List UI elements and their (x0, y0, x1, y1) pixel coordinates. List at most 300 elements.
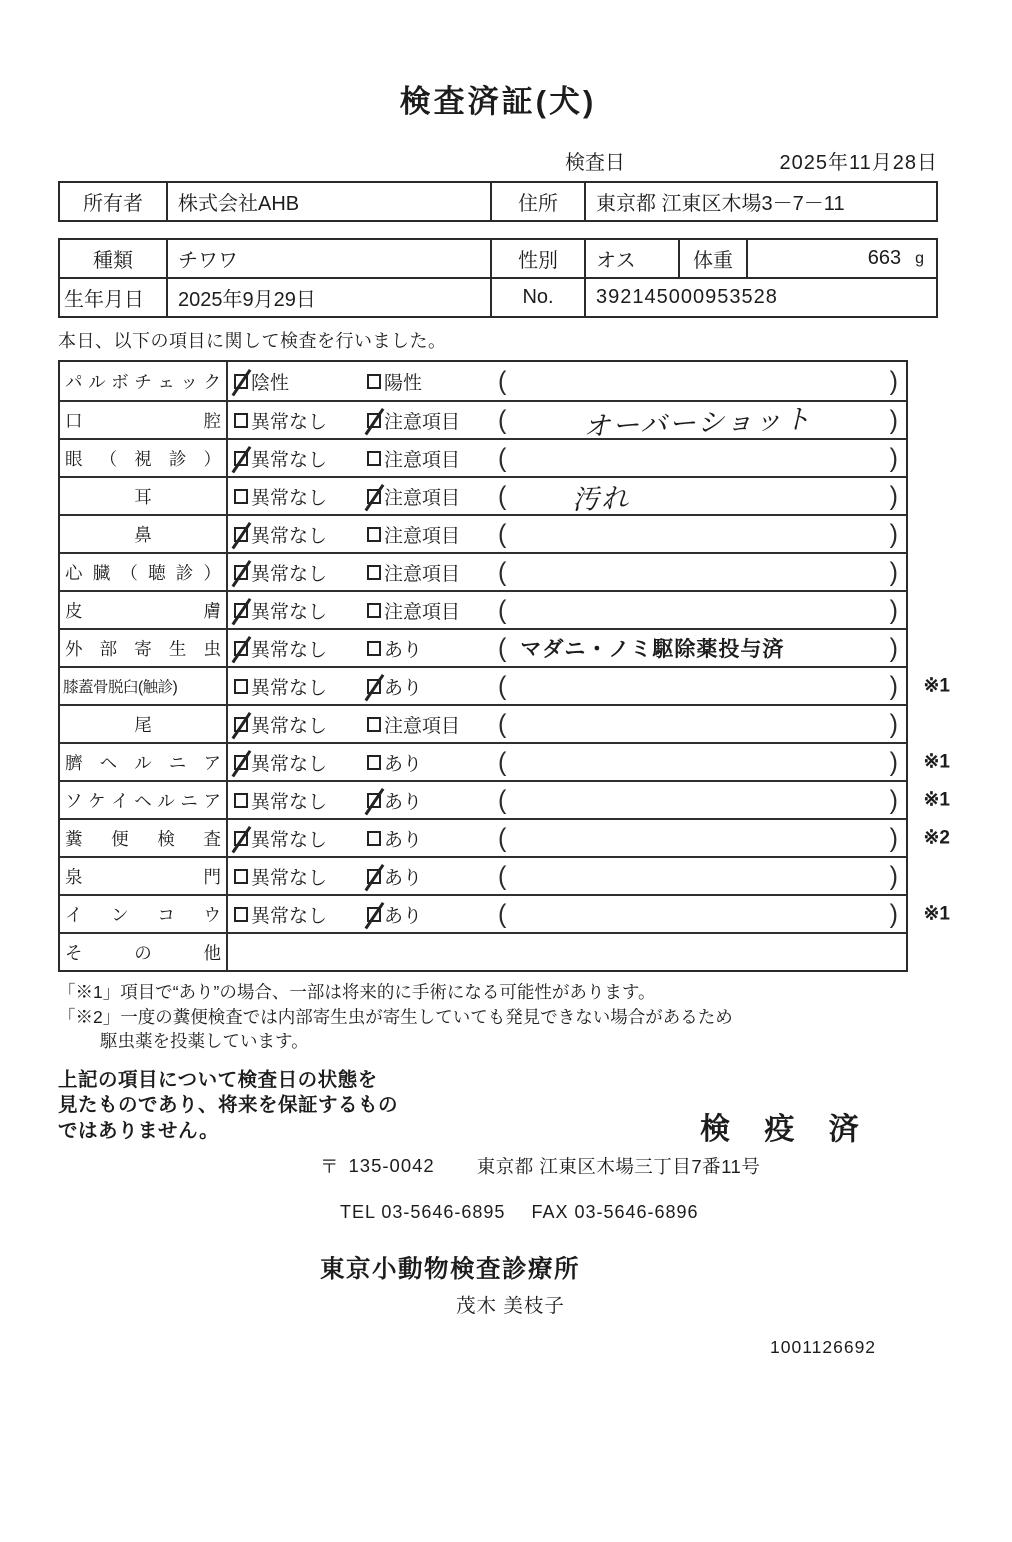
option-1 (234, 597, 367, 624)
item-label-char: 聴 (148, 562, 166, 583)
remarks-slot (506, 362, 889, 400)
close-paren: ) (889, 708, 898, 739)
remarks-field (498, 820, 906, 856)
item-label-char: 耳 (134, 486, 152, 507)
item-label-char: 視 (134, 448, 152, 469)
close-paren: ) (889, 518, 898, 549)
item-label-char: ニ (180, 790, 198, 811)
remarks-slot (506, 744, 889, 780)
item-label-char: ッ (180, 371, 198, 392)
option-2 (367, 901, 498, 928)
option-2 (367, 825, 498, 852)
remarks-slot (506, 782, 889, 818)
checklist-table (58, 360, 950, 972)
row-body (228, 440, 906, 476)
item-label (60, 402, 228, 438)
item-label-char: ウ (203, 904, 221, 925)
footnotes (58, 980, 938, 1054)
option-label: 異常なし (251, 411, 328, 433)
remarks-field (498, 744, 906, 780)
open-paren: ( (498, 708, 507, 739)
checklist-row (60, 932, 906, 970)
checklist-row (60, 666, 950, 704)
item-label (60, 592, 228, 628)
open-paren: ( (498, 746, 507, 777)
remarks-field (498, 782, 906, 818)
item-label-char: 便 (111, 828, 129, 849)
checkbox-checked-icon (234, 717, 248, 732)
checkbox-checked-icon (367, 907, 381, 922)
certificate-page (0, 76, 950, 1358)
option-2 (367, 787, 498, 814)
checkbox-checked-icon (367, 413, 381, 428)
option-label: 異常なし (251, 867, 328, 889)
checklist-row (60, 742, 950, 780)
remarks-field (498, 516, 906, 552)
address-label: 住所 (490, 183, 584, 220)
remarks-field (498, 668, 906, 704)
checkbox-icon (367, 451, 381, 466)
option-1 (234, 787, 367, 814)
open-paren: ( (498, 860, 507, 891)
item-label-char: （ (99, 448, 118, 469)
item-label (60, 896, 228, 932)
checkbox-icon (367, 603, 381, 618)
checklist-row (60, 362, 906, 400)
option-label: あり (384, 639, 423, 661)
checkbox-icon (367, 641, 381, 656)
item-label-char: イ (111, 790, 129, 811)
remarks-field (498, 896, 906, 932)
row-body (228, 934, 906, 970)
item-label-char: 診 (175, 562, 194, 583)
checklist-row (60, 894, 950, 932)
option-1 (234, 368, 367, 395)
clinic-address: 東京都 江東区木場三丁目7番11号 (476, 1156, 761, 1177)
checkbox-checked-icon (234, 641, 248, 656)
sex-value: オス (584, 240, 678, 277)
item-label-char: 虫 (203, 638, 221, 659)
checkbox-checked-icon (234, 831, 248, 846)
disclaimer-line: ではありません。 (58, 1119, 220, 1142)
owner-table (58, 181, 938, 222)
option-label: 注意項目 (384, 525, 461, 547)
item-label (60, 934, 228, 970)
handwritten-note: オーバーショット (582, 403, 814, 442)
close-paren: ) (889, 746, 898, 777)
checklist-row (60, 590, 906, 628)
item-label-char: ン (111, 904, 129, 925)
animal-table (58, 238, 938, 318)
checklist-row (60, 514, 906, 552)
close-paren: ) (889, 898, 898, 929)
remarks-slot (506, 440, 889, 476)
option-label: 異常なし (251, 677, 328, 699)
remarks-field (498, 554, 906, 590)
option-1 (234, 825, 367, 852)
row-body (228, 516, 906, 552)
option-label: 陽性 (384, 372, 423, 394)
intro-text: 本日、以下の項目に関して検査を行いました。 (58, 331, 447, 351)
open-paren: ( (498, 404, 507, 435)
item-label-char: イ (65, 904, 83, 925)
remarks-field (498, 858, 906, 894)
item-label-char: ル (88, 371, 106, 392)
item-label-char: 検 (157, 828, 175, 849)
clinic-tel: TEL 03-5646-6895 (340, 1202, 506, 1222)
remarks-slot (506, 858, 889, 894)
option-label: 異常なし (251, 449, 328, 471)
option-label: あり (384, 905, 423, 927)
item-label-char: ク (203, 371, 221, 392)
open-paren: ( (498, 480, 507, 511)
open-paren: ( (498, 556, 507, 587)
item-label-char: ア (203, 752, 221, 773)
checkbox-checked-icon (367, 869, 381, 884)
checkbox-icon (234, 679, 248, 694)
disclaimer-line: 上記の項目について検査日の状態を (58, 1068, 378, 1091)
checkbox-checked-icon (234, 565, 248, 580)
option-label: 異常なし (251, 905, 328, 927)
remarks-slot (506, 820, 889, 856)
item-label-char: コ (157, 904, 175, 925)
remarks-field (498, 478, 906, 514)
open-paren: ( (498, 632, 507, 663)
no-label: No. (490, 279, 584, 316)
option-label: あり (384, 791, 423, 813)
checklist-row (60, 552, 906, 590)
owner-label: 所有者 (83, 193, 143, 215)
item-label-char: 眼 (65, 448, 83, 469)
checkbox-checked-icon (234, 374, 248, 389)
remarks-field (498, 592, 906, 628)
close-paren: ) (889, 860, 898, 891)
checkbox-icon (234, 793, 248, 808)
close-paren: ) (889, 632, 898, 663)
option-label: 異常なし (251, 525, 328, 547)
option-2 (367, 597, 498, 624)
item-label (60, 440, 228, 476)
option-1 (234, 635, 367, 662)
option-2 (367, 368, 498, 395)
item-label-char: チ (134, 371, 152, 392)
item-label (60, 820, 228, 856)
option-label: 注意項目 (384, 411, 461, 433)
row-body (228, 858, 906, 894)
checklist-row (60, 438, 906, 476)
type-label: 種類 (93, 250, 133, 272)
option-label: 異常なし (251, 639, 328, 661)
option-label: 異常なし (251, 791, 328, 813)
weight-cell (746, 240, 936, 277)
option-2 (367, 711, 498, 738)
item-label (60, 516, 228, 552)
clinic-tel-line (58, 1202, 938, 1223)
remarks-field (498, 706, 906, 742)
footnote-mark: ※2 (923, 827, 950, 849)
handwritten-note: 汚れ (571, 482, 631, 515)
checkbox-icon (234, 413, 248, 428)
option-2 (367, 407, 498, 434)
checklist-row (60, 476, 906, 514)
open-paren: ( (498, 898, 507, 929)
option-label: 注意項目 (384, 715, 461, 737)
item-label-char: の (134, 942, 152, 963)
footnote-mark: ※1 (923, 903, 950, 925)
row-body (228, 706, 906, 742)
row-body (228, 592, 906, 628)
veterinarian-name: 茂木 美枝子 (456, 1295, 565, 1317)
weight-value: 663 (867, 247, 902, 269)
item-label-char: ル (134, 752, 152, 773)
weight-label: 体重 (678, 240, 746, 277)
item-label-char: ア (203, 790, 221, 811)
row-body (228, 362, 906, 400)
option-label: 異常なし (251, 829, 328, 851)
item-label (60, 362, 228, 400)
open-paren: ( (498, 594, 507, 625)
footnote-line: 「※1」項目で“あり”の場合、一部は将来的に手術になる可能性があります。 (58, 982, 656, 1002)
option-2 (367, 863, 498, 890)
printed-note: マダニ・ノミ駆除薬投与済 (520, 638, 785, 661)
row-body (228, 896, 906, 932)
footnote-mark: ※1 (923, 789, 950, 811)
open-paren: ( (498, 784, 507, 815)
animal-row-1 (60, 240, 936, 277)
checkbox-checked-icon (234, 755, 248, 770)
option-label: 異常なし (251, 753, 328, 775)
remarks-field (498, 630, 906, 666)
footnote-mark: ※1 (923, 675, 950, 697)
page-title: 検査済証(犬) (399, 84, 597, 119)
checkbox-checked-icon (367, 679, 381, 694)
checkbox-icon (234, 869, 248, 884)
option-1 (234, 901, 367, 928)
postal-mark-icon: 〒 (320, 1156, 339, 1177)
clinic-name: 東京小動物検査診療所 (320, 1256, 580, 1283)
type-value: チワワ (166, 240, 490, 277)
birth-value: 2025年9月29日 (166, 279, 490, 316)
checkbox-icon (367, 755, 381, 770)
close-paren: ) (889, 556, 898, 587)
close-paren: ) (889, 442, 898, 473)
option-label: 異常なし (251, 563, 328, 585)
item-label-char: 尾 (134, 714, 152, 735)
option-label: 異常なし (251, 601, 328, 623)
close-paren: ) (889, 404, 898, 435)
checkbox-checked-icon (234, 527, 248, 542)
item-label-char: 糞 (65, 828, 83, 849)
item-label-char: ニ (168, 752, 187, 773)
item-label: 膝蓋骨脱臼(触診) (60, 668, 228, 704)
owner-value: 株式会社AHB (166, 183, 490, 220)
item-label (60, 858, 228, 894)
inspection-date-label: 検査日 (565, 152, 625, 174)
option-label: 注意項目 (384, 601, 461, 623)
item-label-char: 門 (203, 866, 221, 887)
checklist-row (60, 856, 906, 894)
checkbox-icon (367, 565, 381, 580)
item-label (60, 706, 228, 742)
checklist-row (60, 780, 950, 818)
bottom-section (58, 1068, 938, 1359)
checkbox-icon (367, 527, 381, 542)
clinic-postal-line (58, 1153, 938, 1179)
option-1 (234, 559, 367, 586)
serial-number: 1001126692 (770, 1337, 877, 1357)
option-2 (367, 635, 498, 662)
item-label-char: ケ (88, 790, 106, 811)
owner-row (60, 183, 936, 220)
footnote-mark: ※1 (923, 751, 950, 773)
option-2 (367, 673, 498, 700)
remarks-slot (506, 478, 889, 514)
item-label (60, 630, 228, 666)
checkbox-icon (234, 907, 248, 922)
option-2 (367, 749, 498, 776)
close-paren: ) (889, 784, 898, 815)
inspection-date-row (58, 149, 938, 175)
item-label-char: ） (203, 562, 221, 583)
item-label-char: ヘ (99, 752, 118, 773)
option-label: あり (384, 829, 423, 851)
item-label-char: 臍 (65, 752, 83, 773)
option-label: 陰性 (251, 372, 290, 394)
row-body (228, 668, 906, 704)
item-label-char: 膚 (203, 600, 221, 621)
open-paren: ( (498, 365, 507, 396)
remarks-slot (506, 668, 889, 704)
remarks-slot (506, 402, 889, 442)
row-body (228, 820, 906, 856)
disclaimer-line: 見たものであり、将来を保証するもの (58, 1094, 399, 1116)
item-label-char: 皮 (65, 600, 83, 621)
item-label (60, 554, 228, 590)
option-label: 異常なし (251, 487, 328, 509)
item-label-char: そ (65, 942, 83, 963)
item-label-char: 部 (99, 638, 118, 659)
row-body (228, 554, 906, 590)
checkbox-checked-icon (234, 603, 248, 618)
row-body (228, 744, 906, 780)
remarks-slot (506, 896, 889, 932)
item-label-char: ） (203, 448, 221, 469)
quarantine-stamp: 検 疫 済 (700, 1112, 872, 1146)
option-2 (367, 445, 498, 472)
option-1 (234, 673, 367, 700)
remarks-field (498, 402, 906, 442)
item-label-char: 査 (203, 828, 221, 849)
postal-code: 135-0042 (348, 1155, 435, 1176)
checklist-row (60, 628, 906, 666)
item-label-char: 臓 (92, 562, 111, 583)
option-label: あり (384, 677, 423, 699)
option-1 (234, 407, 367, 434)
option-2 (367, 521, 498, 548)
item-label-char: 他 (203, 942, 221, 963)
item-label-char: 寄 (134, 638, 152, 659)
item-label-char: ヘ (134, 790, 152, 811)
option-label: あり (384, 867, 423, 889)
table-gap (58, 222, 938, 238)
footnote-line: 「※2」一度の糞便検査では内部寄生虫が寄生していても発見できない場合があるため (58, 1006, 733, 1027)
open-paren: ( (498, 670, 507, 701)
option-label: 異常なし (251, 715, 328, 737)
item-label (60, 478, 228, 514)
item-label-char: ソ (65, 790, 83, 811)
open-paren: ( (498, 822, 507, 853)
checkbox-icon (367, 831, 381, 846)
animal-row-2 (60, 277, 936, 316)
option-label: 注意項目 (384, 563, 461, 585)
option-label: 注意項目 (384, 487, 461, 509)
clinic-fax: FAX 03-5646-6896 (531, 1202, 699, 1222)
option-1 (234, 445, 367, 472)
item-label-char: 外 (65, 638, 83, 659)
row-body (228, 782, 906, 818)
checklist-row (60, 704, 906, 742)
address-value: 東京都 江東区木場3－7－11 (584, 183, 936, 220)
row-body (228, 478, 906, 514)
item-label (60, 782, 228, 818)
option-1 (234, 483, 367, 510)
close-paren: ) (889, 822, 898, 853)
remarks-slot (506, 706, 889, 742)
no-value: 392145000953528 (584, 279, 936, 316)
weight-unit: g (915, 249, 924, 267)
remarks-slot (506, 592, 889, 628)
checkbox-icon (367, 717, 381, 732)
item-label-char: ボ (111, 371, 129, 392)
option-2 (367, 559, 498, 586)
checkbox-checked-icon (234, 451, 248, 466)
close-paren: ) (889, 365, 898, 396)
item-label-char: ル (157, 790, 175, 811)
checkbox-icon (234, 489, 248, 504)
item-label (60, 744, 228, 780)
row-body (228, 402, 906, 442)
row-body (228, 630, 906, 666)
remarks-field (498, 440, 906, 476)
remarks-field (498, 362, 906, 400)
checklist-row (60, 400, 906, 442)
item-label-char: 腔 (203, 410, 221, 431)
footnote-line: 駆虫薬を投薬しています。 (100, 1031, 309, 1051)
option-label: あり (384, 753, 423, 775)
birth-label: 生年月日 (64, 289, 144, 311)
item-label-char: （ (120, 562, 138, 583)
option-1 (234, 749, 367, 776)
option-1 (234, 863, 367, 890)
inspection-date-value: 2025年11月28日 (779, 152, 938, 174)
item-label-char: ェ (157, 371, 175, 392)
option-label: 注意項目 (384, 449, 461, 471)
open-paren: ( (498, 442, 507, 473)
item-label-char: 心 (65, 562, 83, 583)
option-1 (234, 521, 367, 548)
option-1 (234, 711, 367, 738)
close-paren: ) (889, 594, 898, 625)
option-2 (367, 483, 498, 510)
close-paren: ) (889, 670, 898, 701)
checkbox-icon (367, 374, 381, 389)
remarks-slot (506, 630, 889, 666)
checkbox-checked-icon (367, 793, 381, 808)
item-label-char: 診 (168, 448, 187, 469)
close-paren: ) (889, 480, 898, 511)
item-label-char: パ (65, 371, 83, 392)
checkbox-checked-icon (367, 489, 381, 504)
